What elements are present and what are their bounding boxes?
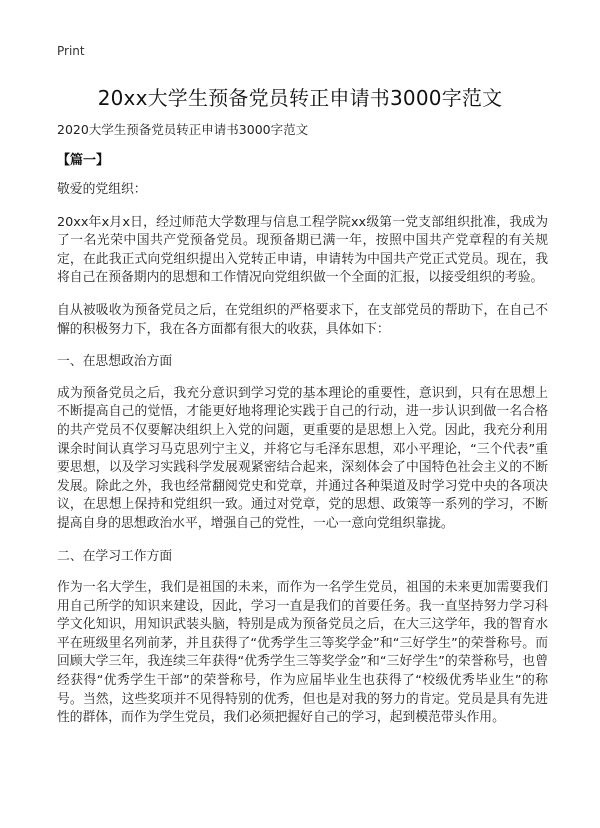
paragraph-progress: 自从被吸收为预备党员之后，在党组织的严格要求下，在支部党员的帮助下，在自己不懈的积极努力下，我在各方面都有很大的收获，具体如下： bbox=[57, 302, 548, 337]
heading-political: 一、在思想政治方面 bbox=[57, 354, 173, 370]
page-title: 20xx大学生预备党员转正申请书3000字范文 bbox=[97, 86, 503, 110]
paragraph-political: 成为预备党员之后，我充分意识到学习党的基本理论的重要性，意识到，只有在思想上不断提高自己的觉悟，才能更好地将理论实践于自己的行动，进一步认识到做一名合格的共产党员不仅要解决组织上入党的问题，更重要的是思想上入党。因此，我充分利用课余时间认真学习马克思列宁主义，并将它与毛泽东思想，邓小平理论，“三个代表”重要思想，以及学习实践科学发展观紧密结合起来，深刻体会了中国特色社会主义的不断发展。除此之外，我也经常翻阅党史和党章，并通过各种渠道及时学习党中央的各项决议，在思想上保持和党组织一致。通过对党章，党的思想、政策等一系列的学习，不断提高自身的思想政治水平，增强自己的党性，一心一意向党组织靠拢。 bbox=[57, 385, 548, 531]
paragraph-study-work: 作为一名大学生，我们是祖国的未来，而作为一名学生党员，祖国的未来更加需要我们用自己所学的知识来建设，因此，学习一直是我们的首要任务。我一直坚持努力学习科学文化知识，用知识武装头脑，特别是成为预备党员之后，在大三这学年，我的智育水平在班级里名列前茅，并且获得了“优秀学生三等奖学金”和“三好学生”的荣誉称号。而回顾大学三年，我连续三年获得“优秀学生三等奖学金”和“三好学生”的荣誉称号，也曾经获得“优秀学生干部”的荣誉称号，作为应届毕业生也获得了“校级优秀毕业生”的称号。当然，这些奖项并不见得特别的优秀，但也是对我的努力的肯定。党员是具有先进性的群体，而作为学生党员，我们必须把握好自己的学习，起到模范带头作用。 bbox=[57, 580, 548, 726]
salutation: 敬爱的党组织： bbox=[57, 182, 147, 197]
print-link[interactable]: Print bbox=[57, 44, 85, 58]
document-subtitle: 2020大学生预备党员转正申请书3000字范文 bbox=[57, 122, 309, 137]
section-label: 【篇一】 bbox=[57, 153, 110, 168]
document-body bbox=[57, 181, 548, 742]
heading-study-work: 二、在学习工作方面 bbox=[57, 548, 173, 564]
paragraph-intro: 20xx年x月x日，经过师范大学数理与信息工程学院xx级第一党支部组织批准，我成为了一名光荣中国共产党预备党员。现预备期已满一年，按照中国共产党章程的有关规定，在此我正式向党组织提出入党转正申请，申请转为中国共产党正式党员。现在，我将自己在预备期内的思想和工作情况向党组织做一个全面的汇报，以接受组织的考验。 bbox=[57, 214, 548, 286]
